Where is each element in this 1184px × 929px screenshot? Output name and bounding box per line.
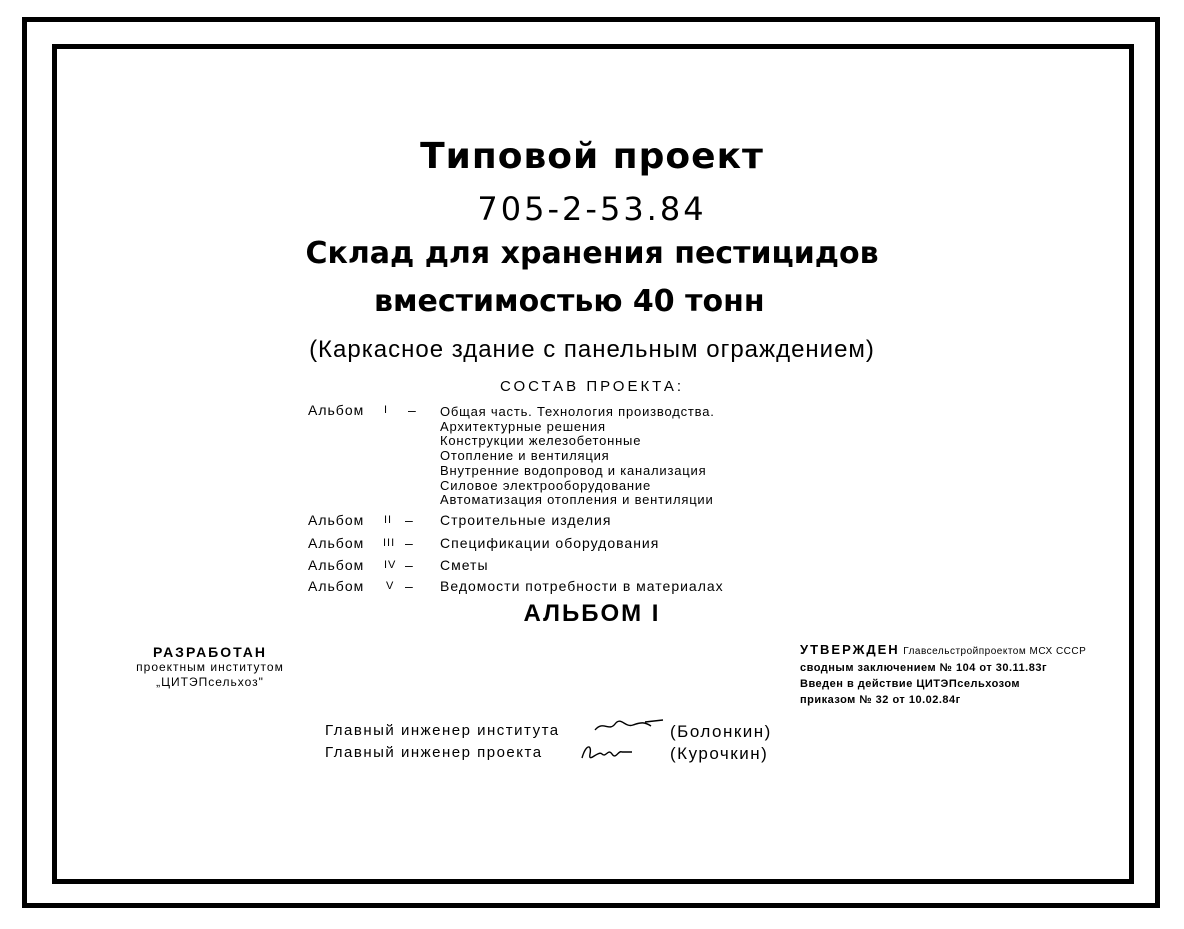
signature-role: Главный инженер проекта [325,744,543,761]
album-dash: – [408,402,417,418]
album-row-5 [0,578,1184,596]
signature-row-2 [0,744,1184,766]
album-description: Строительные изделия [440,512,612,528]
album-numeral: IV [384,559,397,571]
album-label: Альбом [308,402,365,418]
album-dash: – [405,512,414,528]
album-description: Сметы [440,557,489,573]
handwritten-signature-1 [593,716,665,736]
developer-name: „ЦИТЭПсельхоз" [156,675,264,689]
album-dash: – [405,578,414,594]
approval-enacted: Введен в действие ЦИТЭПсельхозом [800,678,1021,690]
album-dash: – [405,535,414,551]
project-number: 705-2-53.84 [477,190,707,228]
album-description: Спецификации оборудования [440,535,660,551]
approval-title: УТВЕРЖДЕН [800,642,900,657]
list-item: Конструкции железобетонные [440,433,642,449]
album-numeral: V [386,580,395,592]
project-subtitle: (Каркасное здание с панельным ограждением) [309,336,875,363]
list-item: Общая часть. Технология производства. [440,404,715,419]
developed-by-block [120,645,300,690]
list-item: Отопление и вентиляция [440,448,610,464]
approval-order: приказом № 32 от 10.02.84г [800,694,961,706]
document-title: Типовой проект [420,136,764,177]
project-name-line2: вместимостью 40 тонн [374,284,765,319]
list-item: Архитектурные решения [440,418,606,434]
project-name-line1: Склад для хранения пестицидов [305,236,879,271]
handwritten-signature-2 [578,740,634,764]
composition-heading: СОСТАВ ПРОЕКТА: [499,378,685,395]
developed-by-title: РАЗРАБОТАН [152,644,268,660]
developed-by-line: проектным институтом [136,660,284,674]
signature-role: Главный инженер института [325,722,560,739]
album-label: Альбом [308,557,365,573]
album-row-3 [0,535,1184,553]
current-album-label: АЛЬБОМ I [523,600,661,627]
album-label: Альбом [308,512,365,528]
signature-name: (Курочкин) [670,744,769,763]
approval-authority: Главсельстройпроектом МСХ СССР [903,646,1087,657]
list-item: Силовое электрооборудование [440,477,651,493]
approval-conclusion: сводным заключением № 104 от 30.11.83г [800,662,1048,674]
album-dash: – [405,557,414,573]
album-description: Ведомости потребности в материалах [440,578,724,594]
album-row-4 [0,557,1184,575]
album-numeral: I [384,404,389,416]
album-1-contents [440,405,715,508]
album-numeral: II [384,514,393,526]
album-numeral: III [383,537,396,549]
signature-name: (Болонкин) [670,722,772,741]
album-label: Альбом [308,535,365,551]
approval-block [800,642,1086,708]
album-row-2 [0,512,1184,530]
list-item: Внутренние водопровод и канализация [440,462,707,478]
album-label: Альбом [308,578,365,594]
list-item: Автоматизация отопления и вентиляции [440,492,714,508]
